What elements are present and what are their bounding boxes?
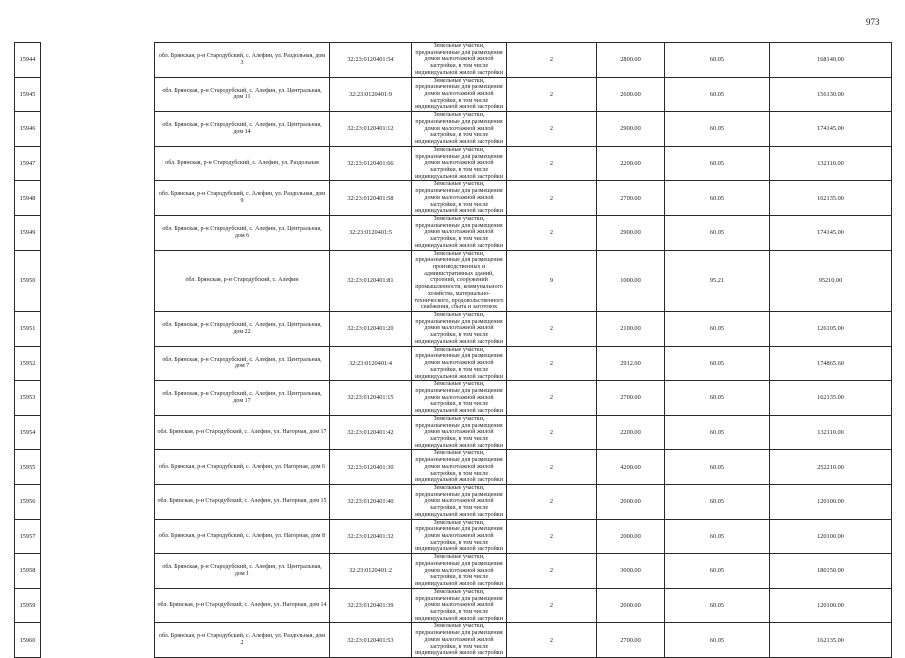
cadastral-value-cell: 174145.00 xyxy=(770,215,892,250)
area-cell: 2800.00 xyxy=(597,43,665,78)
cadastral-value-cell: 162135.00 xyxy=(770,623,892,658)
gap-cell xyxy=(41,381,155,416)
row-number-cell: 15954 xyxy=(15,415,41,450)
group-cell: 2 xyxy=(507,43,597,78)
address-cell: обл. Брянская, р-н Стародубский, с. Алефин, ул. Центральная, дом 11 xyxy=(155,77,330,112)
gap-cell xyxy=(41,485,155,520)
land-use-cell: Земельные участки, предназначенные для размещения домов малоэтажной жилой застройки, в том числе индивидуальной жилой застройки xyxy=(412,146,507,181)
group-cell: 2 xyxy=(507,519,597,554)
group-cell: 2 xyxy=(507,381,597,416)
area-cell: 2000.00 xyxy=(597,588,665,623)
address-cell: обл. Брянская, р-н Стародубский, с. Алефин, ул. Центральная, дом 6 xyxy=(155,215,330,250)
specific-value-cell: 60.05 xyxy=(665,215,770,250)
cadastral-value-cell: 174865.60 xyxy=(770,346,892,381)
specific-value-cell: 60.05 xyxy=(665,43,770,78)
table-row xyxy=(15,181,892,216)
row-number-cell: 15956 xyxy=(15,485,41,520)
area-cell: 2200.00 xyxy=(597,146,665,181)
address-cell: обл. Брянская, р-н Стародубский, с. Алефин, ул. Раздольная xyxy=(155,146,330,181)
cadastral-value-cell: 162135.00 xyxy=(770,381,892,416)
cadastral-number-cell: 32:23:0120401:39 xyxy=(330,588,412,623)
row-number-cell: 15948 xyxy=(15,181,41,216)
gap-cell xyxy=(41,250,155,311)
table-row xyxy=(15,450,892,485)
area-cell: 2000.00 xyxy=(597,485,665,520)
row-number-cell: 15944 xyxy=(15,43,41,78)
specific-value-cell: 60.05 xyxy=(665,554,770,589)
group-cell: 9 xyxy=(507,250,597,311)
cadastral-number-cell: 32:23:0120401:5 xyxy=(330,215,412,250)
area-cell: 2700.00 xyxy=(597,181,665,216)
gap-cell xyxy=(41,312,155,347)
gap-cell xyxy=(41,146,155,181)
specific-value-cell: 60.05 xyxy=(665,519,770,554)
cadastral-number-cell: 32:23:0120401:32 xyxy=(330,519,412,554)
table-row xyxy=(15,346,892,381)
table-row xyxy=(15,112,892,147)
gap-cell xyxy=(41,554,155,589)
address-cell: обл. Брянская, р-н Стародубский, с. Алефин, ул. Раздольная, дом 9 xyxy=(155,181,330,216)
area-cell: 2100.00 xyxy=(597,312,665,347)
area-cell: 1000.00 xyxy=(597,250,665,311)
row-number-cell: 15947 xyxy=(15,146,41,181)
group-cell: 2 xyxy=(507,623,597,658)
specific-value-cell: 60.05 xyxy=(665,415,770,450)
specific-value-cell: 60.05 xyxy=(665,181,770,216)
area-cell: 2200.00 xyxy=(597,415,665,450)
table-row xyxy=(15,312,892,347)
address-cell: обл. Брянская, р-н Стародубский, с. Алефин, ул. Нагорная, дом 8 xyxy=(155,519,330,554)
table-row xyxy=(15,77,892,112)
cadastral-value-cell: 156130.00 xyxy=(770,77,892,112)
address-cell: обл. Брянская, р-н Стародубский, с. Алефин, ул. Нагорная, дом 17 xyxy=(155,415,330,450)
land-use-cell: Земельные участки, предназначенные для размещения производственных и административных зданий, строений, сооружений промышленности, коммунального хозяйства, материально-технического, продовольственного снабжения, сбыта и заготовок xyxy=(412,250,507,311)
land-use-cell: Земельные участки, предназначенные для размещения домов малоэтажной жилой застройки, в том числе индивидуальной жилой застройки xyxy=(412,77,507,112)
cadastral-value-cell: 132110.00 xyxy=(770,415,892,450)
gap-cell xyxy=(41,112,155,147)
address-cell: обл. Брянская, р-н Стародубский, с. Алефин, ул. Центральная, дом 7 xyxy=(155,346,330,381)
land-use-cell: Земельные участки, предназначенные для размещения домов малоэтажной жилой застройки, в том числе индивидуальной жилой застройки xyxy=(412,415,507,450)
page-number: 973 xyxy=(866,17,880,27)
row-number-cell: 15959 xyxy=(15,588,41,623)
land-use-cell: Земельные участки, предназначенные для размещения домов малоэтажной жилой застройки, в том числе индивидуальной жилой застройки xyxy=(412,381,507,416)
area-cell: 2600.00 xyxy=(597,77,665,112)
table-row xyxy=(15,485,892,520)
land-use-cell: Земельные участки, предназначенные для размещения домов малоэтажной жилой застройки, в том числе индивидуальной жилой застройки xyxy=(412,112,507,147)
cadastral-value-cell: 180150.00 xyxy=(770,554,892,589)
gap-cell xyxy=(41,415,155,450)
group-cell: 2 xyxy=(507,415,597,450)
table-row xyxy=(15,415,892,450)
table-row xyxy=(15,588,892,623)
cadastral-value-cell: 168140.00 xyxy=(770,43,892,78)
specific-value-cell: 60.05 xyxy=(665,450,770,485)
specific-value-cell: 60.05 xyxy=(665,146,770,181)
land-use-cell: Земельные участки, предназначенные для размещения домов малоэтажной жилой застройки, в том числе индивидуальной жилой застройки xyxy=(412,554,507,589)
row-number-cell: 15950 xyxy=(15,250,41,311)
address-cell: обл. Брянская, р-н Стародубский, с. Алефин, ул. Нагорная, дом 6 xyxy=(155,450,330,485)
group-cell: 2 xyxy=(507,346,597,381)
table-row xyxy=(15,43,892,78)
area-cell: 4200.00 xyxy=(597,450,665,485)
gap-cell xyxy=(41,215,155,250)
area-cell: 2700.00 xyxy=(597,381,665,416)
row-number-cell: 15957 xyxy=(15,519,41,554)
cadastral-number-cell: 32:23:0120401:9 xyxy=(330,77,412,112)
land-use-cell: Земельные участки, предназначенные для размещения домов малоэтажной жилой застройки, в том числе индивидуальной жилой застройки xyxy=(412,346,507,381)
table-row xyxy=(15,146,892,181)
group-cell: 2 xyxy=(507,215,597,250)
address-cell: обл. Брянская, р-н Стародубский, с. Алефин, ул. Раздольная, дом 3 xyxy=(155,43,330,78)
address-cell: обл. Брянская, р-н Стародубский, с. Алефин, ул. Центральная, дом 14 xyxy=(155,112,330,147)
specific-value-cell: 60.05 xyxy=(665,588,770,623)
cadastral-number-cell: 32:23:0120401:30 xyxy=(330,450,412,485)
specific-value-cell: 60.05 xyxy=(665,623,770,658)
table-row xyxy=(15,250,892,311)
specific-value-cell: 60.05 xyxy=(665,312,770,347)
group-cell: 2 xyxy=(507,112,597,147)
row-number-cell: 15946 xyxy=(15,112,41,147)
table-row xyxy=(15,554,892,589)
cadastral-number-cell: 32:23:0120401:40 xyxy=(330,485,412,520)
gap-cell xyxy=(41,346,155,381)
land-use-cell: Земельные участки, предназначенные для размещения домов малоэтажной жилой застройки, в том числе индивидуальной жилой застройки xyxy=(412,181,507,216)
specific-value-cell: 60.05 xyxy=(665,346,770,381)
cadastral-number-cell: 32:23:0120401:66 xyxy=(330,146,412,181)
cadastral-number-cell: 32:23:0120401:12 xyxy=(330,112,412,147)
land-use-cell: Земельные участки, предназначенные для размещения домов малоэтажной жилой застройки, в том числе индивидуальной жилой застройки xyxy=(412,215,507,250)
specific-value-cell: 60.05 xyxy=(665,485,770,520)
group-cell: 2 xyxy=(507,485,597,520)
group-cell: 2 xyxy=(507,588,597,623)
gap-cell xyxy=(41,77,155,112)
area-cell: 3000.00 xyxy=(597,554,665,589)
gap-cell xyxy=(41,450,155,485)
cadastral-number-cell: 32:23:0120401:54 xyxy=(330,43,412,78)
land-use-cell: Земельные участки, предназначенные для размещения домов малоэтажной жилой застройки, в том числе индивидуальной жилой застройки xyxy=(412,588,507,623)
cadastral-value-cell: 132110.00 xyxy=(770,146,892,181)
area-cell: 2900.00 xyxy=(597,215,665,250)
group-cell: 2 xyxy=(507,554,597,589)
cadastral-value-cell: 126105.00 xyxy=(770,312,892,347)
group-cell: 2 xyxy=(507,312,597,347)
address-cell: обл. Брянская, р-н Стародубский, с. Алефин, ул. Раздольная, дом 2 xyxy=(155,623,330,658)
land-use-cell: Земельные участки, предназначенные для размещения домов малоэтажной жилой застройки, в том числе индивидуальной жилой застройки xyxy=(412,485,507,520)
cadastral-number-cell: 32:23:0120401:58 xyxy=(330,181,412,216)
cadastral-number-cell: 32:23:0120401:15 xyxy=(330,381,412,416)
specific-value-cell: 60.05 xyxy=(665,77,770,112)
cadastral-number-cell: 32:23:0120401:53 xyxy=(330,623,412,658)
cadastral-value-cell: 174145.00 xyxy=(770,112,892,147)
cadastral-value-cell: 120100.00 xyxy=(770,588,892,623)
row-number-cell: 15949 xyxy=(15,215,41,250)
cadastral-value-cell: 95210.00 xyxy=(770,250,892,311)
specific-value-cell: 95.21 xyxy=(665,250,770,311)
area-cell: 2700.00 xyxy=(597,623,665,658)
table-row xyxy=(15,519,892,554)
land-use-cell: Земельные участки, предназначенные для размещения домов малоэтажной жилой застройки, в том числе индивидуальной жилой застройки xyxy=(412,43,507,78)
row-number-cell: 15951 xyxy=(15,312,41,347)
gap-cell xyxy=(41,519,155,554)
specific-value-cell: 60.05 xyxy=(665,112,770,147)
address-cell: обл. Брянская, р-н Стародубский, с. Алефин, ул. Центральная, дом 17 xyxy=(155,381,330,416)
row-number-cell: 15958 xyxy=(15,554,41,589)
cadastral-number-cell: 32:23:0120401:81 xyxy=(330,250,412,311)
group-cell: 2 xyxy=(507,77,597,112)
cadastral-value-cell: 252210.00 xyxy=(770,450,892,485)
group-cell: 2 xyxy=(507,450,597,485)
row-number-cell: 15960 xyxy=(15,623,41,658)
land-use-cell: Земельные участки, предназначенные для размещения домов малоэтажной жилой застройки, в том числе индивидуальной жилой застройки xyxy=(412,519,507,554)
group-cell: 2 xyxy=(507,146,597,181)
land-plots-table xyxy=(14,42,892,658)
land-use-cell: Земельные участки, предназначенные для размещения домов малоэтажной жилой застройки, в том числе индивидуальной жилой застройки xyxy=(412,450,507,485)
address-cell: обл. Брянская, р-н Стародубский, с. Алефин, ул. Центральная, дом 1 xyxy=(155,554,330,589)
cadastral-number-cell: 32:23:0120401:4 xyxy=(330,346,412,381)
gap-cell xyxy=(41,181,155,216)
gap-cell xyxy=(41,43,155,78)
table-row xyxy=(15,215,892,250)
row-number-cell: 15952 xyxy=(15,346,41,381)
cadastral-value-cell: 120100.00 xyxy=(770,485,892,520)
gap-cell xyxy=(41,588,155,623)
table-body xyxy=(15,43,892,658)
address-cell: обл. Брянская, р-н Стародубский, с. Алефин xyxy=(155,250,330,311)
specific-value-cell: 60.05 xyxy=(665,381,770,416)
address-cell: обл. Брянская, р-н Стародубский, с. Алефин, ул. Нагорная, дом 14 xyxy=(155,588,330,623)
cadastral-number-cell: 32:23:0120401:20 xyxy=(330,312,412,347)
cadastral-value-cell: 162135.00 xyxy=(770,181,892,216)
table-row xyxy=(15,381,892,416)
table-row xyxy=(15,623,892,658)
area-cell: 2900.00 xyxy=(597,112,665,147)
land-use-cell: Земельные участки, предназначенные для размещения домов малоэтажной жилой застройки, в том числе индивидуальной жилой застройки xyxy=(412,312,507,347)
row-number-cell: 15955 xyxy=(15,450,41,485)
land-use-cell: Земельные участки, предназначенные для размещения домов малоэтажной жилой застройки, в том числе индивидуальной жилой застройки xyxy=(412,623,507,658)
cadastral-number-cell: 32:23:0120401:42 xyxy=(330,415,412,450)
row-number-cell: 15953 xyxy=(15,381,41,416)
gap-cell xyxy=(41,623,155,658)
row-number-cell: 15945 xyxy=(15,77,41,112)
area-cell: 2912.00 xyxy=(597,346,665,381)
group-cell: 2 xyxy=(507,181,597,216)
area-cell: 2000.00 xyxy=(597,519,665,554)
cadastral-value-cell: 120100.00 xyxy=(770,519,892,554)
cadastral-number-cell: 32:23:0120401:2 xyxy=(330,554,412,589)
address-cell: обл. Брянская, р-н Стародубский, с. Алефин, ул. Центральная, дом 22 xyxy=(155,312,330,347)
address-cell: обл. Брянская, р-н Стародубский, с. Алефин, ул. Нагорная, дом 15 xyxy=(155,485,330,520)
